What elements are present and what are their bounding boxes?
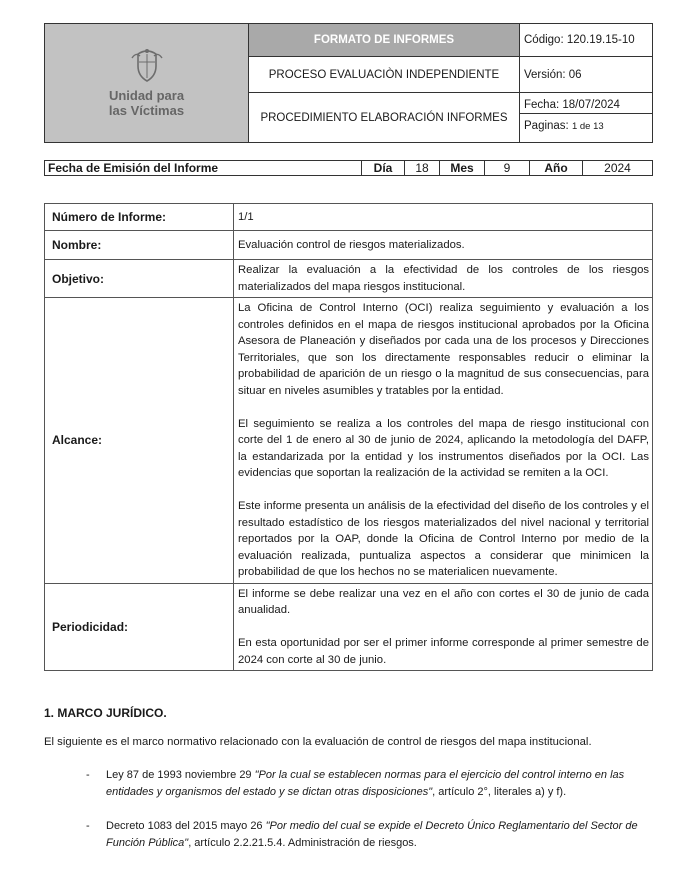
row-name: [45, 231, 653, 260]
date-pages-cell: [520, 93, 653, 143]
number-value: 1/1: [234, 204, 653, 231]
year-label: Año: [530, 161, 583, 176]
logo-text-line2: las Víctimas: [108, 103, 185, 118]
process-name: PROCESO EVALUACIÒN INDEPENDIENTE: [249, 57, 520, 93]
procedure-name: PROCEDIMIENTO ELABORACIÓN INFORMES: [249, 93, 520, 143]
law-1-text: [106, 767, 646, 801]
emission-label: Fecha de Emisión del Informe: [45, 161, 362, 176]
header-pages: [520, 114, 652, 138]
period-label: Periodicidad:: [45, 583, 234, 671]
coat-of-arms-icon: [130, 48, 164, 84]
name-label: Nombre:: [45, 231, 234, 260]
document-header: [44, 23, 653, 143]
law-2-ref: Decreto 1083 del 2015 mayo 26: [106, 820, 266, 832]
period-value: [234, 583, 653, 671]
day-value: 18: [405, 161, 440, 176]
month-label: Mes: [440, 161, 485, 176]
version: Versión: 06: [520, 57, 653, 93]
format-title: FORMATO DE INFORMES: [249, 24, 520, 57]
section-title: 1. MARCO JURÍDICO.: [44, 706, 167, 720]
report-info-table: [44, 203, 653, 671]
period-paragraph-1: El informe se debe realizar una vez en el año con cortes el 30 de junio de cada anualidad.: [238, 587, 649, 616]
law-1-ref: Ley 87 de 1993 noviembre 29: [106, 769, 255, 781]
row-number: [45, 204, 653, 231]
number-label: Número de Informe:: [45, 204, 234, 231]
scope-paragraph-2: El seguimiento se realiza a los controles del mapa de riesgo institucional con corte del 1 de enero al 30 de junio de 2024, aplicando la metodología del DAFP, la estandarizada por la entidad y los instrumentos diseñados por la OCI. Las evidencias que soportan la realización de la actividad se remiten a la OCI.: [238, 417, 649, 479]
logo-text-line1: Unidad para: [108, 88, 185, 103]
law-item-2: [86, 818, 646, 852]
name-value: Evaluación control de riesgos materializados.: [234, 231, 653, 260]
bullet-dash: -: [86, 820, 90, 832]
law-item-1: [86, 767, 646, 801]
day-label: Día: [362, 161, 405, 176]
month-value: 9: [485, 161, 530, 176]
header-date: Fecha: 18/07/2024: [520, 97, 652, 114]
objective-value: Realizar la evaluación a la efectividad de los controles de los riesgos materializados del mapa riesgos institucional.: [234, 260, 653, 298]
law-1-article: , artículo 2°, literales a) y f).: [432, 786, 567, 798]
bullet-dash: -: [86, 769, 90, 781]
scope-paragraph-1: La Oficina de Control Interno (OCI) realiza seguimiento y evaluación a los controles definidos en el mapa de riesgos institucional aprobados por la Oficina Asesora de Planeación y diseñados por cada una de los procesos y Direcciones Territoriales, que son los directamente responsables reducir o eliminar la probabilidad de aparición de un riesgo o la magnitud de sus consecuencias, para situar en niveles asumibles y tratables por la entidad.: [238, 302, 649, 397]
law-2-quote: "Por medio del cual se expide el Decreto Único Reglamentario del Sector de Función Pública": [106, 820, 638, 849]
scope-label: Alcance:: [45, 298, 234, 584]
objective-label: Objetivo:: [45, 260, 234, 298]
row-periodicity: [45, 583, 653, 671]
logo-cell: [45, 24, 249, 143]
row-scope: [45, 298, 653, 584]
law-1-quote: "Por la cual se establecen normas para el ejercicio del control interno en las entidades y organismos del estado y se dictan otras disposiciones": [106, 769, 625, 798]
row-objective: [45, 260, 653, 298]
code: Código: 120.19.15-10: [520, 24, 653, 57]
pages-label: Paginas:: [524, 120, 569, 132]
scope-paragraph-3: Este informe presenta un análisis de la efectividad del diseño de los controles y el resultado estadístico de los riesgos materializados del nivel nacional y territorial reportados por la OAP, donde la Oficina de Control Interno por medio de la evaluación realizada, puntualiza aspectos a considerar que minimicen la probabilidad de que los hechos no se materialicen nuevamente.: [238, 500, 649, 578]
law-2-text: [106, 818, 646, 852]
pages-value: 1 de 13: [571, 121, 604, 132]
period-paragraph-2: En esta oportunidad por ser el primer informe corresponde al primer semestre de 2024 con corte al 30 de junio.: [238, 637, 649, 666]
intro-text: El siguiente es el marco normativo relacionado con la evaluación de control de riesgos del mapa institucional.: [44, 736, 592, 748]
law-2-article: , artículo 2.2.21.5.4. Administración de riesgos.: [188, 837, 417, 849]
scope-value: [234, 298, 653, 584]
emission-date-row: [44, 160, 653, 176]
year-value: 2024: [583, 161, 653, 176]
